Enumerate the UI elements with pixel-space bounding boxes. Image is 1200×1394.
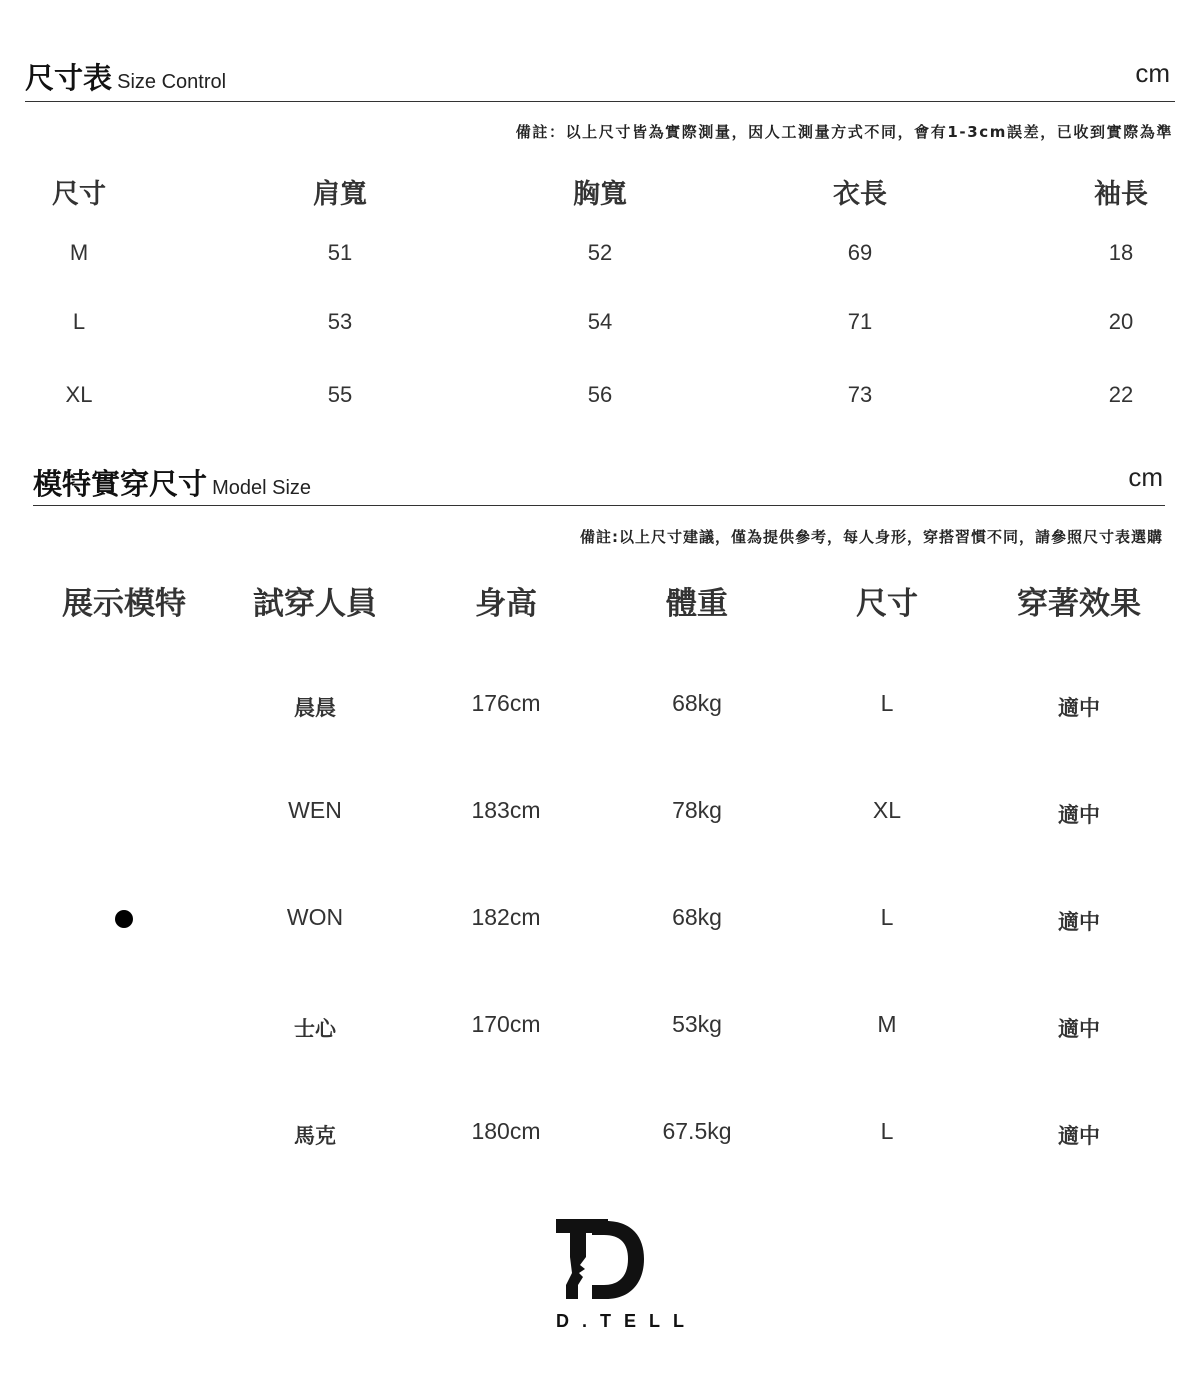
model-chart-cell-weight: 53kg [672,1011,722,1037]
model-chart-header-1: 試穿人員 [253,586,377,622]
model-chart-cell-fit: 適中 [1058,1124,1100,1148]
size-chart-unit: cm [1135,58,1170,88]
model-chart-header-2: 身高 [475,586,537,622]
model-chart-cell-size: L [880,1118,894,1144]
size-chart-cell: 22 [1108,382,1134,407]
size-chart-header-0: 尺寸 [52,179,106,210]
size-chart-cell: 54 [587,309,613,334]
size-chart-cell: XL [65,382,93,407]
size-chart-heading [25,56,226,97]
dt-face-logo-icon [548,1215,652,1307]
model-chart-cell-height: 182cm [471,904,541,930]
model-chart-cell-name: 士心 [294,1017,336,1041]
model-chart-cell-weight: 68kg [672,690,722,716]
size-chart-header-3: 衣長 [833,179,887,210]
size-chart-header-1: 肩寬 [313,179,367,210]
size-chart-cell: 51 [327,240,353,265]
model-chart-cell-height: 180cm [471,1118,541,1144]
model-chart-unit: cm [1128,462,1163,492]
size-chart-cell: 69 [847,240,873,265]
model-chart-cell-height: 176cm [471,690,541,716]
model-chart-title: 模特實穿尺寸 [33,467,208,501]
size-chart-cell: 73 [847,382,873,407]
size-chart-cell: 53 [327,309,353,334]
model-chart-cell-fit: 適中 [1058,696,1100,720]
size-chart-cell: L [72,309,86,334]
model-chart-cell-fit: 適中 [1058,803,1100,827]
size-chart-header-4: 袖長 [1094,179,1148,210]
size-chart-cell: 52 [587,240,613,265]
model-chart-cell-height: 170cm [471,1011,541,1037]
model-chart-cell-size: L [880,904,894,930]
model-chart-cell-weight: 68kg [672,904,722,930]
model-chart-cell-name: WON [286,904,344,930]
model-chart-header-0: 展示模特 [62,586,186,622]
model-chart-cell-size: L [880,690,894,716]
size-chart-divider [25,101,1175,102]
model-chart-cell-height: 183cm [471,797,541,823]
brand-logo [548,1215,697,1332]
size-chart-cell: 71 [847,309,873,334]
model-chart-cell-size: M [877,1011,897,1037]
model-chart-divider [33,505,1165,506]
size-chart-cell: 18 [1108,240,1134,265]
size-chart-cell: 56 [587,382,613,407]
size-chart-cell: M [69,240,89,265]
size-chart-subtitle: Size Control [117,71,227,93]
brand-name: D.TELL [556,1311,697,1331]
size-chart-header-2: 胸寬 [573,179,627,210]
model-chart-header-5: 穿著效果 [1017,586,1141,622]
model-chart-cell-size: XL [872,797,902,823]
model-chart-cell-fit: 適中 [1058,1017,1100,1041]
model-chart-note: 備註:以上尺寸建議，僅為提供參考，每人身形，穿搭習慣不同，請參照尺寸表選購 [579,528,1163,546]
model-chart-heading [33,462,311,503]
size-chart-cell: 20 [1108,309,1134,334]
model-chart-subtitle: Model Size [212,477,312,499]
model-chart-cell-name: WEN [288,797,342,823]
model-chart-header-4: 尺寸 [856,586,918,622]
size-chart-note: 備註：以上尺寸皆為實際測量，因人工測量方式不同，會有1-3cm誤差，已收到實際為準 [515,123,1173,141]
model-chart-cell-name: 晨晨 [294,696,336,720]
model-chart-header-3: 體重 [666,586,728,622]
size-chart-title: 尺寸表 [25,61,113,95]
model-chart-cell-weight: 78kg [672,797,722,823]
shown-model-marker [115,910,133,928]
model-chart-cell-fit: 適中 [1058,910,1100,934]
model-chart-cell-weight: 67.5kg [662,1118,732,1144]
size-chart-cell: 55 [327,382,353,407]
model-chart-cell-name: 馬克 [294,1124,336,1148]
